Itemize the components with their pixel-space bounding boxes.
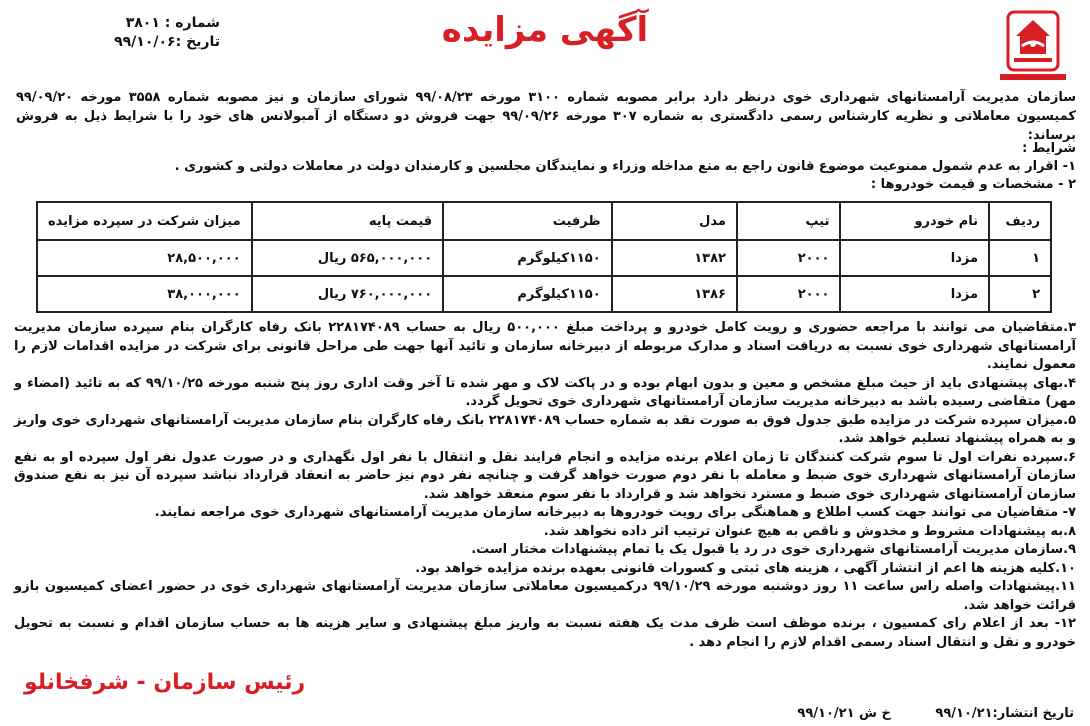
term-item-9: ۹.سازمان مدیریت آرامستانهای شهرداری خوی در رد یا قبول یک یا تمام پیشنهادات مختار است.: [471, 542, 1076, 557]
vehicles-table: [36, 201, 1052, 313]
term-item-7: ۷- متقاضیان می توانند جهت کسب اطلاع و هماهنگی برای رویت خودروها به دبیرخانه سازمان مدیریت آرامستانهای شهرداری خوی مراجعه نمایند.: [154, 505, 1076, 520]
table-header-row: [37, 202, 1051, 240]
cell-deposit: ۳۸,۰۰۰,۰۰۰: [37, 276, 252, 312]
intro-paragraph: سازمان مدیریت آرامستانهای شهرداری خوی درنظر دارد برابر مصوبه شماره ۳۱۰۰ مورخه ۹۹/۰۸/۲۳ شورای سازمان و نیز مصوبه شماره ۳۵۵۸ مورخه ۹۹/۰۹/۲۰ کمیسیون معاملاتی و نظریه کارشناس رسمی دادگستری به شماره ۳۰۷ مورخه ۹۹/۰۹/۲۶ جهت فروش دو دستگاه از آمبولانس های خود را با شرایط ذیل به فروش برساند:: [16, 90, 1076, 143]
cell-row-number: ۱: [989, 240, 1051, 276]
col-vehicle-name: نام خودرو: [840, 202, 989, 240]
notice-number: شماره : ۳۸۰۱: [125, 15, 220, 31]
signer-name: رئیس سازمان - شرفخانلو: [24, 670, 306, 695]
cell-type: ۲۰۰۰: [737, 276, 840, 312]
condition-item-2: ۲ - مشخصات و قیمت خودروها :: [870, 177, 1076, 192]
intro-section: [16, 88, 1076, 145]
table-row: [37, 240, 1051, 276]
col-model: مدل: [612, 202, 737, 240]
publish-ref: خ ش ۹۹/۱۰/۲۱: [797, 706, 891, 721]
cell-capacity: ۱۱۵۰کیلوگرم: [443, 240, 611, 276]
col-type: تیپ: [737, 202, 840, 240]
cell-base-price: ۷۶۰,۰۰۰,۰۰۰ ریال: [252, 276, 444, 312]
col-capacity: ظرفیت: [443, 202, 611, 240]
term-item-8: ۸.به پیشنهادات مشروط و مخدوش و ناقص به هیچ عنوان ترتیب اثر داده نخواهد شد.: [543, 523, 1076, 539]
cell-row-number: ۲: [989, 276, 1051, 312]
term-item-4: ۴.بهای پیشنهادی باید از حیث مبلغ مشخص و معین و بدون ابهام بوده و در پاکت لاک و مهر شده تا آخر وقت اداری روز پنج شنبه مورخه ۹۹/۱۰/۲۵ که به تائید (امضاء و مهر) متقاضی رسیده باشد به دبیرخانه مدیریت سازمان آرامستانهای شهرداری خوی تحویل گردد.: [14, 375, 1076, 409]
condition-item-1: ۱- اقرار به عدم شمول ممنوعیت موضوع قانون راجع به منع مداخله وزراء و نمایندگان مجلسین و کارمندان دولت در معاملات دولتی و کشوری .: [174, 159, 1076, 174]
notice-meta: [20, 14, 220, 52]
cell-type: ۲۰۰۰: [737, 240, 840, 276]
term-item-12: ۱۲- بعد از اعلام رای کمسیون ، برنده موظف است ظرف مدت یک هفته نسبت به واریز مبلغ پیشنهادی و سایر هزینه ها به حساب سازمان اقدام و نسبت به تحویل خودرو و نقل و انتقال اسناد رسمی اقدام لازم را انجام دهد .: [14, 616, 1076, 650]
publish-date: تاریخ انتشار:۹۹/۱۰/۲۱: [935, 706, 1074, 721]
term-item-10: ۱۰.کلیه هزینه ها اعم از انتشار آگهی ، هزینه های ثبتی و کسورات قانونی بعهده برنده مزایده خواهد بود.: [415, 560, 1076, 576]
cell-model: ۱۳۸۲: [612, 240, 737, 276]
cell-base-price: ۵۶۵,۰۰۰,۰۰۰ ریال: [252, 240, 444, 276]
publish-footer: [757, 706, 1074, 721]
cell-deposit: ۲۸,۵۰۰,۰۰۰: [37, 240, 252, 276]
term-item-3: ۳.متقاضیان می توانند با مراجعه حضوری و رویت کامل خودرو و پرداخت مبلغ ۵۰۰,۰۰۰ ریال به حساب ۲۲۸۱۷۴۰۸۹ بانک رفاه کارگران بنام سپرده سازمان مدیریت آرامستانهای شهرداری خوی نسبت به دریافت اسناد و مدارک مربوطه از دبیرخانه سازمان و تائید آنها جهت طی مراحل قانونی برای شرکت در مزایده اقدامات لازم را معمول نمایند.: [14, 320, 1077, 372]
notice-date: تاریخ :۹۹/۱۰/۰۶: [114, 34, 220, 50]
col-deposit: میزان شرکت در سپرده مزایده: [37, 202, 252, 240]
cell-model: ۱۳۸۶: [612, 276, 737, 312]
cell-capacity: ۱۱۵۰کیلوگرم: [443, 276, 611, 312]
term-item-6: ۶.سپرده نفرات اول تا سوم شرکت کنندگان تا زمان اعلام برنده مزایده و انجام فرایند نقل و انتقال با نفر اول نگهداری و در صورت عدول نفر اول سپرده او به نفع سازمان آرامستانهای شهرداری خوی ضبط و معامله با نفر دوم صورت خواهد گرفت و چنانچه نفر دوم نیز حاضر به انعقاد قرارداد نباشد سپرده آن نیز به نفع صندوق سازمان آرامستانهای شهرداری خوی ضبط و مسترد نخواهد شد و قرارداد با نفر سوم منعقد خواهد شد.: [14, 449, 1076, 502]
table-row: [37, 276, 1051, 312]
term-item-5: ۵.میزان سپرده شرکت در مزایده طبق جدول فوق به صورت نقد به شماره حساب ۲۲۸۱۷۴۰۸۹ بانک رفاه کارگران بنام سازمان مدیریت آرامستانهای شهرداری خوی واریز و به همراه پیشنهاد تسلیم خواهد شد.: [14, 412, 1076, 446]
term-item-11: ۱۱.پیشنهادات واصله راس ساعت ۱۱ روز دوشنبه مورخه ۹۹/۱۰/۲۹ درکمیسیون معاملاتی سازمان مدیریت آرامستانهای شهرداری خوی در حضور اعضای کمیسیون بازو قرائت خواهد شد.: [14, 579, 1076, 613]
terms-section: [14, 319, 1076, 652]
cell-vehicle-name: مزدا: [840, 240, 989, 276]
cell-vehicle-name: مزدا: [840, 276, 989, 312]
conditions-section: [16, 140, 1076, 194]
col-row-number: ردیف: [989, 202, 1051, 240]
col-base-price: قیمت پایه: [252, 202, 444, 240]
conditions-heading: شرایط :: [1022, 141, 1076, 156]
notice-title: آگهی مزایده: [441, 10, 649, 50]
